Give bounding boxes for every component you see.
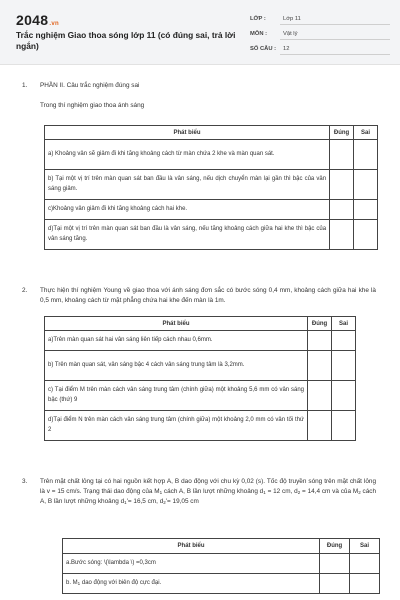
question-2-text: Thực hiện thí nghiệm Young về giao thoa với ánh sáng đơn sắc có bước sóng 0,4 mm, khoảng cách giữa hai khe là 0,5 mm, khoảng cách từ mặt phẳng chứa hai khe đến màn là 1m. [40,287,376,304]
table-header-false: Sai [350,539,380,554]
question-2-number: 2. [22,287,28,294]
table-header-false: Sai [354,126,378,140]
question-2-table [44,316,356,441]
document-title: Trắc nghiệm Giao thoa sóng lớp 11 (có đúng sai, trả lời ngắn) [16,30,236,51]
statement-cell: b) Tại một vị trí trên màn quan sát ban đầu là vân sáng, nếu dịch chuyển màn lại gần thì bậc của vân sáng giảm. [45,170,330,200]
true-answer-cell[interactable] [308,331,332,351]
question-1-table [44,125,378,250]
true-answer-cell[interactable] [330,220,354,250]
statement-cell: c) Tại điểm M trên màn cách vân sáng trung tâm (chính giữa) một khoảng 5,6 mm có vân sáng bậc (thứ) 9 [45,381,308,411]
false-answer-cell[interactable] [354,140,378,170]
statement-cell: d)Tại điểm N trên màn cách vân sáng trung tâm (chính giữa) một khoảng 2,0 mm có vân tối thứ 2 [45,411,308,441]
table-header-statement: Phát biểu [63,539,320,554]
true-answer-cell[interactable] [308,411,332,441]
table-header-true: Đúng [330,126,354,140]
meta-count-label: SỐ CÂU : [250,46,277,52]
false-answer-cell[interactable] [350,574,380,594]
statement-cell: d)Tại một vị trí trên màn quan sát ban đầu là vân sáng, nếu tăng khoảng cách giữa hai khe thì bậc của vân sáng tăng. [45,220,330,250]
false-answer-cell[interactable] [354,170,378,200]
table-header-statement: Phát biểu [45,126,330,140]
statement-cell: b) Trên màn quan sát, vân sáng bậc 4 cách vân sáng trung tâm là 3,2mm. [45,351,308,381]
question-3-number: 3. [22,478,28,485]
false-answer-cell[interactable] [354,220,378,250]
statement-cell: a) Khoảng vân sẽ giảm đi khi tăng khoảng cách từ màn chứa 2 khe và màn quan sát. [45,140,330,170]
statement-cell: a.Bước sóng: \(\lambda \) =0,3cm [63,554,320,574]
question-1-intro: Trong thí nghiệm giao thoa ánh sáng [40,102,145,109]
question-1-heading: PHẦN II. Câu trắc nghiệm đúng sai [40,82,140,89]
statement-cell: c)Khoảng vân giảm đi khi tăng khoảng cách hai khe. [45,200,330,220]
false-answer-cell[interactable] [354,200,378,220]
site-logo[interactable]: 2048.vn [16,12,59,28]
false-answer-cell[interactable] [332,381,356,411]
table-header-statement: Phát biểu [45,317,308,331]
false-answer-cell[interactable] [350,554,380,574]
meta-count-value: 12 [283,46,290,52]
true-answer-cell[interactable] [330,140,354,170]
meta-class-label: LỚP : [250,16,266,22]
meta-subject-value: Vật lý [283,31,298,37]
question-3-table [62,538,380,594]
true-answer-cell[interactable] [330,200,354,220]
question-3-text: Trên mặt chất lỏng tại có hai nguồn kết hợp A, B dao động với chu kỳ 0,02 (s). Tốc độ truyền sóng trên mặt chất lỏng là v = 15 cm/s. Trạng thái dao động của $M_1$ cách A, B lần lượt những khoảng $d_1 = 12$ cm, $d_2 = 14,4$ cm và của $M_2$ cách A, B lần lượt những khoảng $d_1'= 16,5$ cm, $d_2'= 19,05$ cm [40,478,377,505]
true-answer-cell[interactable] [320,574,350,594]
meta-subject-label: MÔN : [250,31,268,37]
true-answer-cell[interactable] [330,170,354,200]
false-answer-cell[interactable] [332,411,356,441]
page-header [0,0,400,65]
true-answer-cell[interactable] [308,381,332,411]
true-answer-cell[interactable] [320,554,350,574]
true-answer-cell[interactable] [308,351,332,381]
false-answer-cell[interactable] [332,351,356,381]
statement-cell: b. $M_1$ dao động với biên độ cực đại. [63,574,320,594]
table-header-false: Sai [332,317,356,331]
false-answer-cell[interactable] [332,331,356,351]
table-header-true: Đúng [308,317,332,331]
question-1-number: 1. [22,82,28,89]
statement-cell: a)Trên màn quan sát hai vân sáng liên tiếp cách nhau 0,6mm. [45,331,308,351]
table-header-true: Đúng [320,539,350,554]
meta-class-value: Lớp 11 [283,16,301,22]
